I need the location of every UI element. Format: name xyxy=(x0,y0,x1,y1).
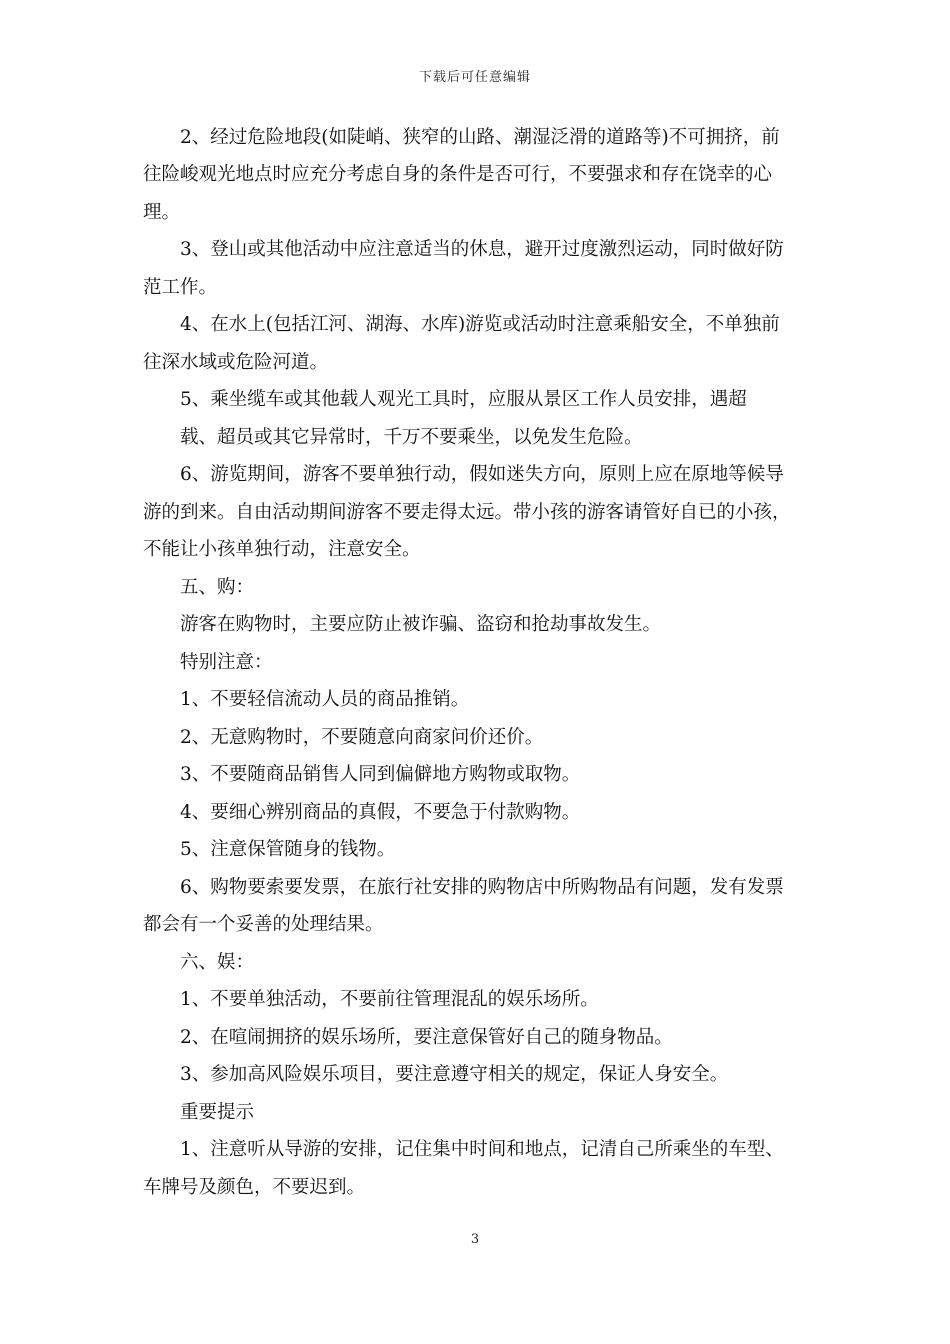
list-item: 1、注意听从导游的安排，记住集中时间和地点，记清自己所乘坐的车型、 xyxy=(180,1139,784,1160)
page-header: 下载后可任意编辑 xyxy=(418,70,531,85)
paragraph-line: 游客在购物时，主要应防止被诈骗、盗窃和抢劫事故发生。 xyxy=(180,614,662,635)
list-item: 2、无意购物时，不要随意向商家问价还价。 xyxy=(180,727,544,748)
section-heading: 五、购： xyxy=(180,577,255,598)
paragraph-line: 3、登山或其他活动中应注意适当的休息，避开过度激烈运动，同时做好防 xyxy=(180,239,784,260)
paragraph-line: 5、乘坐缆车或其他载人观光工具时，应服从景区工作人员安排，遇超 xyxy=(180,389,747,410)
paragraph-line: 4、在水上(包括江河、湖海、水库)游览或活动时注意乘船安全，不单独前 xyxy=(180,314,780,335)
paragraph-line: 往深水域或危险河道。 xyxy=(143,352,329,373)
paragraph-line: 特别注意： xyxy=(180,652,273,673)
paragraph-line: 载、超员或其它异常时，千万不要乘坐，以免发生危险。 xyxy=(180,427,643,448)
paragraph-line: 不能让小孩单独行动，注意安全。 xyxy=(143,539,421,560)
paragraph-line: 2、经过危险地段(如陡峭、狭窄的山路、潮湿泛滑的道路等)不可拥挤，前 xyxy=(180,127,780,148)
list-item: 2、在喧闹拥挤的娱乐场所，要注意保管好自己的随身物品。 xyxy=(180,1027,673,1048)
list-item: 6、购物要索要发票，在旅行社安排的购物店中所购物品有问题，发有发票 xyxy=(180,877,784,898)
paragraph-line: 范工作。 xyxy=(143,277,218,298)
list-item: 5、注意保管随身的钱物。 xyxy=(180,839,396,860)
list-item: 3、参加高风险娱乐项目，要注意遵守相关的规定，保证人身安全。 xyxy=(180,1064,729,1085)
paragraph-line: 往险峻观光地点时应充分考虑自身的条件是否可行，不要强求和存在饶幸的心 xyxy=(143,164,773,185)
paragraph-line: 游的到来。自由活动期间游客不要走得太远。带小孩的游客请管好自已的小孩， xyxy=(143,502,791,523)
paragraph-line: 车牌号及颜色，不要迟到。 xyxy=(143,1177,366,1198)
paragraph-line: 理。 xyxy=(143,202,181,223)
list-item: 3、不要随商品销售人同到偏僻地方购物或取物。 xyxy=(180,764,581,785)
section-heading: 六、娱： xyxy=(180,952,255,973)
paragraph-line: 6、游览期间，游客不要单独行动，假如迷失方向，原则上应在原地等候导 xyxy=(180,464,784,485)
list-item: 1、不要轻信流动人员的商品推销。 xyxy=(180,689,470,710)
list-item: 4、要细心辨别商品的真假，不要急于付款购物。 xyxy=(180,802,581,823)
list-item: 1、不要单独活动，不要前往管理混乱的娱乐场所。 xyxy=(180,989,599,1010)
section-heading: 重要提示 xyxy=(180,1102,255,1123)
page-number: 3 xyxy=(470,1232,480,1247)
paragraph-line: 都会有一个妥善的处理结果。 xyxy=(143,914,384,935)
